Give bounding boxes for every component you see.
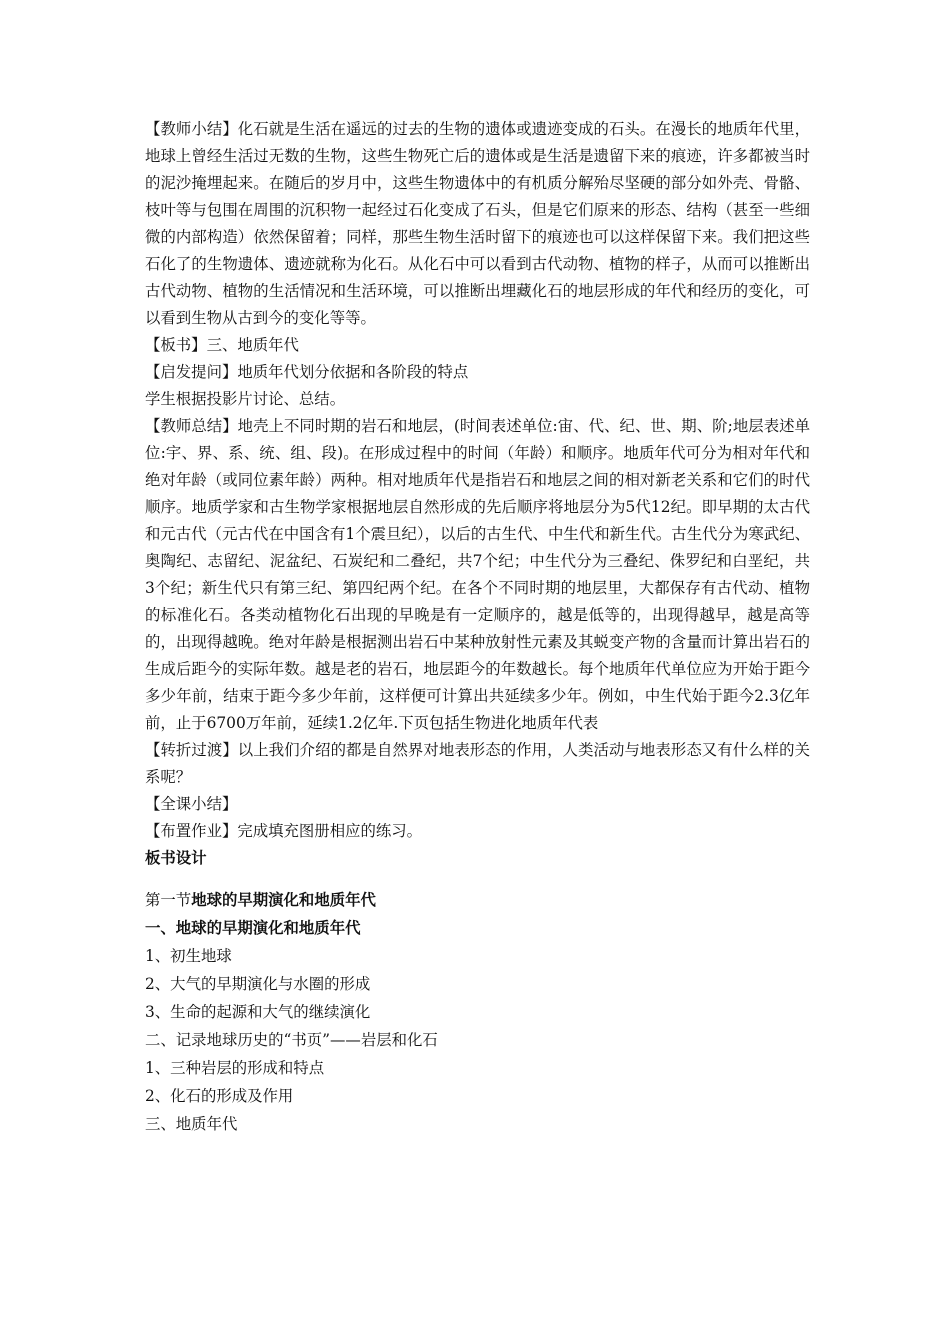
outline-item: 二、记录地球历史的“书页”——岩层和化石 <box>145 1031 438 1049</box>
paragraph-homework: 【布置作业】完成填充图册相应的练习。 <box>145 822 423 840</box>
outline-item: 2、大气的早期演化与水圈的形成 <box>145 975 371 993</box>
board-design-heading: 板书设计 <box>145 849 207 867</box>
outline-section-title <box>145 886 810 914</box>
board-outline <box>145 886 810 1138</box>
section-spacer <box>145 872 810 886</box>
paragraph-lesson-summary: 【全课小结】 <box>145 795 238 813</box>
paragraph-board-note: 【板书】三、地质年代 <box>145 336 299 354</box>
outline-item: 3、生命的起源和大气的继续演化 <box>145 1003 371 1021</box>
paragraph-student-discussion: 学生根据投影片讨论、总结。 <box>145 390 346 408</box>
paragraph-question: 【启发提问】地质年代划分依据和各阶段的特点 <box>145 363 469 381</box>
section-title: 地球的早期演化和地质年代 <box>191 891 376 909</box>
outline-item: 1、三种岩层的形成和特点 <box>145 1059 325 1077</box>
paragraph-teacher-conclusion: 【教师总结】地壳上不同时期的岩石和地层，(时间表述单位:宙、代、纪、世、期、阶;地层表述单位:宇、界、系、统、组、段)。在形成过程中的时间（年龄）和顺序。地质年代可分为相对年代和绝对年龄（或同位素年龄）两种。相对地质年代是指岩石和地层之间的相对新老关系和它们的时代顺序。地质学家和古生物学家根据地层自然形成的先后顺序将地层分为5代12纪。即早期的太古代和元古代（元古代在中国含有1个震旦纪），以后的古生代、中生代和新生代。古生代分为寒武纪、奥陶纪、志留纪、泥盆纪、石炭纪和二叠纪，共7个纪；中生代分为三叠纪、侏罗纪和白垩纪，共3个纪；新生代只有第三纪、第四纪两个纪。在各个不同时期的地层里，大都保存有古代动、植物的标准化石。各类动植物化石出现的早晚是有一定顺序的，越是低等的，出现得越早，越是高等的，出现得越晚。绝对年龄是根据测出岩石中某种放射性元素及其蜕变产物的含量而计算出岩石的生成后距今的实际年数。越是老的岩石，地层距今的年数越长。每个地质年代单位应为开始于距今多少年前，结束于距今多少年前，这样便可计算出共延续多少年。例如，中生代始于距今2.3亿年前，止于6700万年前，延续1.2亿年.下页包括生物进化地质年代表 <box>145 417 810 732</box>
paragraph-teacher-summary: 【教师小结】化石就是生活在遥远的过去的生物的遗体或遗迹变成的石头。在漫长的地质年代里，地球上曾经生活过无数的生物，这些生物死亡后的遗体或是生活是遗留下来的痕迹，许多都被当时的泥沙掩埋起来。在随后的岁月中，这些生物遗体中的有机质分解殆尽坚硬的部分如外壳、骨骼、枝叶等与包围在周围的沉积物一起经过石化变成了石头，但是它们原来的形态、结构（甚至一些细微的内部构造）依然保留着；同样，那些生物生活时留下的痕迹也可以这样保留下来。我们把这些石化了的生物遗体、遗迹就称为化石。从化石中可以看到古代动物、植物的样子，从而可以推断出古代动物、植物的生活情况和生活环境，可以推断出埋藏化石的地层形成的年代和经历的变化，可以看到生物从古到今的变化等等。 <box>145 120 810 327</box>
paragraph-transition: 【转折过渡】以上我们介绍的都是自然界对地表形态的作用，人类活动与地表形态又有什么样的关系呢？ <box>145 741 810 786</box>
outline-item: 2、化石的形成及作用 <box>145 1087 294 1105</box>
outline-item: 1、初生地球 <box>145 947 232 965</box>
document-page <box>145 116 810 1138</box>
section-prefix: 第一节 <box>145 891 192 909</box>
outline-item: 三、地质年代 <box>145 1115 238 1133</box>
outline-item: 一、地球的早期演化和地质年代 <box>145 919 361 937</box>
